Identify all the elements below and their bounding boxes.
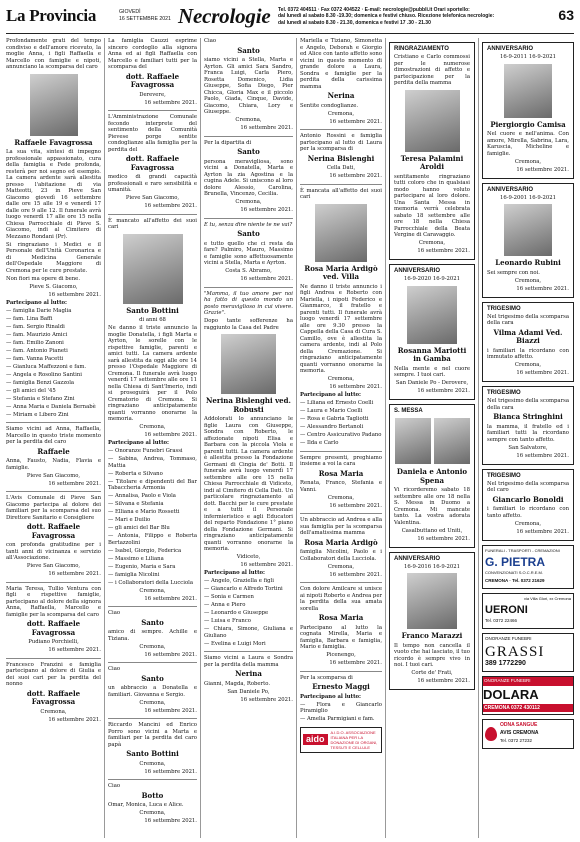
- portrait-photo: [30, 74, 78, 136]
- list-item: — Liliana ed Ernesto Coelli: [300, 400, 374, 406]
- notice-body: La sua vita, sintesi di impegno professionale appassionato, cura della famiglia e Fede profonda, resterà per noi segno ed esempio. La camera ardente sarà allestita presso l'abitazione di via Matteotti, 23 in Pieve San Giacomo giovedì 16 settembre dalle ore 15 alle 19 e venerdì 17 dalle ore 9 alle 12. Il funerale avrà luogo venerdì 17 alle ore 15 nella Chiesa Parrocchiale di Pieve S. Giacomo, indi al Cimitero di Mezzano Rondani (Pr).: [6, 149, 101, 240]
- list-item: — Evelina e Luigi Mori: [204, 640, 266, 647]
- trigesimo-notice: TRIGESIMO Nel trigesimo della scomparsa della cara Bianca Stringhini la mamma, il fratello ed i familiari tutti la ricordano sempre con tanto affetto. San Salvatore, 16 settembre 2021.: [482, 386, 574, 465]
- list-item: — Alessandro Bertanoli: [300, 424, 364, 430]
- notice-thanks: Si ringraziano i Medici e il Personale dell'Unità Coronarica e di Medicina Generale dell'Ospedale Maggiore di Cremona per le cure prestate.: [6, 241, 101, 274]
- participants-list: [300, 400, 382, 447]
- portrait-photo: [315, 204, 367, 262]
- deceased-name: Rosa Maria Ardigò ved. Villa: [304, 263, 378, 281]
- deceased-name: Nerina Bislenghi ved. Robusti: [206, 396, 291, 414]
- list-item: — Laura e Mario Coelli: [300, 408, 363, 414]
- participants-list: [6, 308, 101, 419]
- list-item: — fam. Vanna Pacetti: [6, 355, 64, 362]
- portrait-photo: [123, 234, 183, 304]
- portrait-photo: [504, 64, 552, 118]
- page-header: [6, 4, 574, 34]
- list-item: — Elliana e Mario Rossetti: [108, 509, 180, 515]
- list-item: — famiglia Benzi Gazzola: [6, 379, 75, 386]
- list-item: — famiglia Nicolini: [108, 571, 160, 578]
- ueroni-ad: via Villa Glori, xx Cremona UERONI Tel. 0372 22466: [482, 593, 574, 629]
- dolara-ad: ONORANZE FUNEBRI DOLARA CREMONA 0372 430112: [482, 676, 574, 715]
- list-item: — Rosa e Gabria Tagliotti: [300, 416, 369, 422]
- notice-intro: Profondamente grati del tempo condiviso e dell'amore ricevuto, la moglie Anna, i figli Raffaella e Marcello con famiglie e nipoti, annunciano la scomparsa del caro: [6, 38, 101, 70]
- list-item: — Angelo, Graziella e figli: [204, 578, 274, 584]
- portrait-photo: [407, 286, 457, 344]
- column-3: Ciao Santo siamo vicini a Stella, Marta e Ayrton. Gli amici Sara Sandro, Franca Luigi, Carla Piero, Rosetta Domenico, Lidia Giuseppe, Sofia Diego, Pier Chicca, Gloria Max e il piccolo Paolo, Giada, Cinque, Davide, Giacomo, Chiara, Lory e Giuseppe. Cremona, 16 settembre 2021. Per la dipartita di Santo persona meravigliosa, sono vicini a Donatella, Marta e Ayrton la zia Agostina e la cugina Adele. Si uniscono al loro dolore Alessio, Carolina, Brunella, Vincenzo, Cecilia. Cremona, 16 settembre 2021. E tu, senza dire niente te ne vai? Santo e tutto quello che ci resta da fare? Palmiro, Mauro, Massimo e famiglie sono affettuosamente vicini a Stella, Marta e Ayrton. Costa S. Abramo, 16 settembre 2021. "Mamma, il tuo amore per noi ha fatto di questo mondo un posto meraviglioso in cui vivere. Grazie". Dopo tante sofferenze ha raggiunto la Casa del Padre Nerina Bislenghi ved. Robusti Addolorati lo annunciano le figlie Laura con Giuseppe, Sondra con Roberto, le affezionate nipoti Elisa e Barbara con la piccola Viola e parenti tutti. La camera ardente è allestita presso la Fondazione Germani di Cingia de' Botti. Il funerale avrà luogo venerdì 17 settembre alle ore 15 nella Chiesa Parrocchiale di Vidiceto, indi al Cimitero di Cella Dati. Un particolare ringraziamento al dott. Bacchi per le cure prestate e a tutti il Personale infermieristico e agli Educatori del reparto Fondazione 1° piano della Fondazione Germani. Si ringraziano anticipatamente quanti vorranno onorarne la memoria. Vidiceto, 16 settembre 2021. Partecipano al lutto: — Angelo, Graziella e figli — Giancarlo e Alfredo Tortini — Sonia e Carmen — Anna e Piero — Leonardo e Giuseppe — Luisa e Franco — Chiara, Simone, Giuliana e Giuliano — Evelina e Luigi Mori Siamo vicini a Laura e Sondra per la perdita della mamma Nerina Gianni, Magda, Roberto. San Daniele Po, 16 settembre 2021.: [204, 38, 293, 703]
- list-item: — fam. Maurizio Amici: [6, 331, 68, 338]
- column-2: La famiglia Cauzzi esprime sincero cordoglio alla signora Anna ed ai figli Raffaella con Marcello e familiari tutti per la scomparsa del dott. Raffaele Favagrossa Derevere, 16 settembre 2021. L'Amministrazione Comunale fecondo interprete del sentimento della Comunità Pievese porge sentite condoglianze alla famiglia per la perdita del dott. Raffaele Favagrossa medico di grandi capacità professionali e raro sensibilità e umanità. Pieve San Giacomo, 16 settembre 2021. È mancato all'affetto dei suoi cari Santo Bottini di anni 68 Ne danno il triste annuncio la moglie Donatella, i figli Marta e Ayrton, le sorelle con le rispettive famiglie, parenti e amici tutti. La camera ardente sarà allestita da oggi alle ore 14 presso l'Ospedale Maggiore di Cremona. Il funerale avrà luogo venerdì 17 settembre alle ore 11 nella Chiesa di Sant'Imerio, indi si proseguirà per il Polo Crematorio di Cremona. Si ringraziano anticipatamente quanti vorranno onorarne la memoria. Cremona, 16 settembre 2021. Partecipano al lutto: — Onoranze Funebri Grassi — Sabina, Andrea, Tommaso, Mattia — Roberta e Silvano — Titolare e dipendenti del Bar Tabaccheria Armonia — Annalisa, Paolo e Viola — Silvana e Stefania — Elliana e Mario Rossetti — Mari e Duilio — gli amici del Bar Blu — Antonia, Filippo e Roberta Bertazzolini — Isabel, Giorgio, Federica — Massimo e Liliana — Eugenio, Maria e Sara — famiglia Nicolini — i Collaboratori della Lucciola Cremona, 16 settembre 2021. Ciao Santo amico di sempre. Achille e Tiziana. Cremona, 16 settembre 2021. Ciao Santo un abbraccio a Donatella e familiari. Giovanna e Sergio. Cremona, 16 settembre 2021. Riccardo Mancini ed Enrico Porro sono vicini a Marta e familiari per la perdita del caro papà Santo Bottini Cremona, 16 settembre 2021. Ciao Botto Omar, Monica, Luca e Alice. Cremona, 16 settembre 2021.: [108, 38, 197, 824]
- aido-ad: aido A.I.D.O. ASSOCIAZIONE ITALIANA PER LA DONAZIONE DI ORGANI, TESSUTI E CELLULE: [300, 727, 382, 753]
- mass-notice: S. MESSA Daniela e Antonio Spena Vi ricorderemo sabato 18 settembre alle ore 18 nella S. Messa in Duomo a Cremona. Mi mancate tanto. La vostra adorata Valentina. Casalbuttano ed Uniti, 16 settembre 2021.: [389, 404, 475, 548]
- list-item: — Antonia, Filippo e Roberta Bertazzolini: [108, 533, 197, 546]
- list-item: — Luisa e Franco: [204, 618, 251, 624]
- list-item: — Flora e Giancarlo Piramiglio: [300, 701, 382, 714]
- pietra-ad: FUNERALI - TRASPORTI - CREMAZIONI G. PIETRA CONVENZIONATI S.O.C.R.E.M. CREMONA · Tel. 0372 21629: [482, 545, 574, 590]
- list-item: — Roberta e Silvano: [108, 470, 163, 477]
- deceased-name: Raffaele Favagrossa: [14, 137, 93, 147]
- list-item: — Miriam e Libero Zini: [6, 411, 69, 418]
- list-item: — i Collaboratori della Lucciola: [108, 579, 193, 586]
- portrait-photo: [405, 90, 460, 152]
- list-item: — Annalisa, Paolo e Viola: [108, 493, 176, 499]
- list-item: — Gianluca Maffezzoni e fam.: [6, 363, 87, 370]
- deceased-name: Santo Bottini: [126, 305, 179, 315]
- anniversary-notice: ANNIVERSARIO 16-9-2001 16-9-2021 Leonardo Rubini Sei sempre con noi. Cremona, 16 settembre 2021.: [482, 183, 574, 298]
- grassi-ad: ONORANZE FUNEBRI GRASSI 389 1772290: [482, 633, 574, 673]
- list-item: — fam. Lina Baffi: [6, 315, 53, 322]
- portrait-photo: [504, 204, 552, 256]
- list-item: — gli amici del '45: [6, 387, 56, 394]
- portrait-photo: [434, 418, 470, 464]
- participants-list: [204, 578, 293, 647]
- portrait-photo: [395, 418, 431, 464]
- list-item: — gli amici del Bar Blu: [108, 525, 170, 531]
- newspaper-logo: La Provincia: [6, 6, 97, 25]
- list-item: — Onoranze Funebri Grassi: [108, 448, 183, 454]
- list-item: — Silvana e Stefania: [108, 501, 164, 507]
- contact-info: Tel. 0372 404511 · Fax 0372 404522 · E-mail: necrologie@pubbli.it Orari sportello: dal lunedì al sabato 8.30 -19.30; domenica e festivi chiuso. Ricezione telefonica necrologie: dal lunedì al sabato 8.30 - 21.30, domenica e festivi 17 .30 - 21.30: [278, 7, 495, 26]
- list-item: — Chiara, Simone, Giuliana e Giuliano: [204, 626, 293, 639]
- list-item: — Sabina, Andrea, Tommaso, Mattia: [108, 456, 197, 469]
- list-item: — Giancarlo e Alfredo Tortini: [204, 586, 283, 592]
- column-1: Profondamente grati del tempo condiviso e dell'amore ricevuto, la moglie Anna, i figli Raffaella e Marcello con famiglie e nipoti, annunciano la scomparsa del caro Raffaele Favagrossa La sua vita, sintesi di impegno professionale appassionato, cura della famiglia e Fede profonda, resterà per noi segno ed esempio. La camera ardente sarà allestita presso l'abitazione di via Matteotti, 23 in Pieve San Giacomo giovedì 16 settembre dalle ore 15 alle 19 e venerdì 17 dalle ore 9 alle 12. Il funerale avrà luogo venerdì 17 alle ore 15 nella Chiesa Parrocchiale di Pieve S. Giacomo, indi al Cimitero di Mezzano Rondani (Pr). Si ringraziano i Medici e il Personale dell'Unità Coronarica e di Medicina Generale dell'Ospedale Maggiore di Cremona per le cure prestate. Non fiori ma opere di bene. Pieve S. Giacomo, 16 settembre 2021. Partecipano al lutto: — famiglia Darie Maglia — fam. Lina Baffi — fam. Sergio Rinaldi — fam. Maurizio Amici — fam. Emilio Zanoni — fam. Antonio Pianeti — fam. Vanna Pacetti — Gianluca Maffezzoni e fam. — Angela e Rosolino Santini — famiglia Benzi Gazzola — gli amici del '45 — Stefania e Stefano Zini — Anna Maria e Daniela Bernabè — Miriam e Libero Zini Siamo vicini ad Anna, Raffaella, Marcello in questo triste momento per la perdita del caro Raffaele Anna, Fausto, Nadia, Flavia e famiglie. Pieve San Giacomo, 16 settembre 2021. L'Avis Comunale di Pieve San Giacomo partecipa al dolore dei familiari per la scomparsa del suo Direttore Sanitario e Consigliere dott. Raffaele Favagrossa con profonda gratitudine per i tanti anni di vicinanza e servizio all'Associazione. Pieve San Giacomo, 16 settembre 2021. Maria Teresa, Tullio Ventura con figli e rispettive famiglie, partecipano al dolore della signora Anna, Raffaella, Marcello e famiglie per la scomparsa del caro dott. Raffaele Favagrossa Pudiano Porchielli, 16 settembre 2021. Francesco Franzini e famiglia partecipano al dolore di Giulia e dei suoi cari per la perdita del nonno dott. Raffaele Favagrossa Cremona, 16 settembre 2021.: [6, 38, 101, 723]
- list-item: — Ilda e Carlo: [300, 440, 339, 446]
- list-item: — Sonia e Carmen: [204, 594, 254, 600]
- trigesimo-notice: TRIGESIMO Nel trigesimo della scomparsa del caro Giancarlo Bonoldi i familiari lo ricordano con tanto affetto. Cremona, 16 settembre 2021.: [482, 469, 574, 541]
- notice-flowers: Non fiori ma opere di bene.: [6, 275, 81, 282]
- list-item: — Leonardo e Giuseppe: [204, 610, 269, 616]
- column-6: [482, 38, 574, 838]
- list-item: — Massimo e Liliana: [108, 555, 164, 562]
- anniversary-notice: ANNIVERSARIO 16-9-2020 16-9-2021 Rosanna Mariotti in Gamba Nella mente e nel cuore sempre. I tuoi cari. San Daniele Po - Derovere, 16 settembre 2021.: [389, 264, 475, 400]
- trigesimo-notice: TRIGESIMO Nel trigesimo della scomparsa della cara Vilma Adami Ved. Biazzi i familiari la ricordano con immutato affetto. Cremona, 16 settembre 2021.: [482, 302, 574, 383]
- list-item: — Centro Assicurativo Padano: [300, 432, 382, 438]
- list-item: — Isabel, Giorgio, Federica: [108, 547, 182, 554]
- thanks-notice: RINGRAZIAMENTO Cristiano e Carlo commossi per le numerose dimostrazioni di affetto e partecipazione per la perdita della mamma Teresa Palamini Aroldi sentitamente ringraziano tutti coloro che in qualsiasi modo hanno voluto partecipare al loro dolore. Una Santa Messa in memoria verrà celebrata sabato 18 settembre alle ore 18 nella Chiesa Parrocchiale della Beata Vergine di Caravaggio. Cremona, 16 settembre 2021.: [389, 42, 475, 260]
- list-item: — Titolare e dipendenti del Bar Tabaccheria Armonia: [108, 478, 197, 491]
- list-item: — Anna Maria e Daniela Bernabè: [6, 403, 96, 410]
- list-item: — Stefania e Stefano Zini: [6, 395, 75, 402]
- page-number: 63: [558, 7, 574, 23]
- list-item: — Angela e Rosolino Santini: [6, 371, 82, 378]
- aido-logo: aido: [303, 734, 328, 745]
- section-title: Necrologie: [178, 4, 271, 28]
- column-4: Mariella e Tiziano, Simonetta e Angelo, Deborah e Giorgio ed Alice con tanto affetto sono vicini in questo momento di grande dolore a Laura, Sondra e famiglie per la perdita della carissima mamma Nerina Sentite condoglianze. Cremona, 16 settembre 2021. Antonio Rossini e famiglia partecipano al lutto di Laura per la scomparsa di Nerina Bislenghi Cella Dati, 16 settembre 2021. È mancata all'affetto dei suoi cari Rosa Maria Ardigò ved. Villa Ne danno il triste annuncio i figli Andrea e Roberto con Mariella, i nipoti Federico e Gianmarco, il fratello e parenti tutti. Il funerale avrà luogo venerdì 17 settembre alle ore 9.30 presso la Cappella della Casa di Cura S. Camillo, ove è allestita la camera ardente, indi al Polo della Cremazione. Si ringraziano anticipatamente quanti vorranno onorarne la memoria. Cremona, 16 settembre 2021. Partecipano al lutto: — Liliana ed Ernesto Coelli — Laura e Mario Coelli — Rosa e Gabria Tagliotti — Alessandro Bertanoli — Centro Assicurativo Padano — Ilda e Carlo Sempre presenti, preghiamo insieme a voi la cara Rosa Maria Renata, Franco, Stefania e Vanni. Cremona, 16 settembre 2021. Un abbraccio ad Andrea e alla sua famiglia per la scomparsa dell'amatissima mamma Rosa Maria Ardigò famiglia Nicolini, Paolo e i Collaboratori della Lucciola. Cremona, 16 settembre 2021. Con dolore Amilcare si unisce ai nipoti Roberto e Andrea per la perdita della sua amata sorella Rosa Maria Partecipano al lutto la cognata Mirella, Maria e famiglia, Barbara e famiglia, Mario e famiglia. Picenengo, 16 settembre 2021. Per la scomparsa di Ernesto Maggi Partecipano al lutto: — Flora e Giancarlo Piramiglio — Amelia Parmigiani e fam. aido A.I.D.O. ASSOCIAZIONE ITALIANA PER LA DONAZIONE DI ORGANI, TESSUTI E CELLULE: [300, 38, 382, 838]
- list-item: — fam. Antonio Pianeti: [6, 347, 68, 354]
- list-item: — famiglia Darie Maglia: [6, 307, 72, 314]
- anniversary-notice: ANNIVERSARIO 16-9-2011 16-9-2021 Piergiorgio Camisa Nel cuore e nell'anima. Con amore, Mirella, Sabrina, Lara, Karuscia, Micheline e famiglie. Cremona, 16 settembre 2021.: [482, 42, 574, 179]
- list-item: — Eugenio, Maria e Sara: [108, 563, 176, 570]
- participants-list: [108, 448, 197, 586]
- portrait-photo: [407, 573, 457, 629]
- avis-ad: ODNA SANGUE AVIS CREMONA Tel. 0372 27232: [482, 719, 574, 749]
- list-item: — Amelia Parmigiani e fam.: [300, 716, 375, 722]
- portrait-photo: [221, 334, 276, 394]
- list-item: — Mari e Duilio: [108, 517, 151, 523]
- column-5: [389, 38, 475, 838]
- anniversary-notice: ANNIVERSARIO 16-9-2016 16-9-2021 Franco Marazzi Il tempo non cancella il vuoto che hai lasciato, il tuo ricordo è sempre vivo in noi. I tuoi cari. Corte de' Frati, 16 settembre 2021.: [389, 552, 475, 691]
- list-item: — fam. Emilio Zanoni: [6, 339, 64, 346]
- list-item: — fam. Sergio Rinaldi: [6, 323, 65, 330]
- list-item: — Anna e Piero: [204, 602, 246, 608]
- blood-drop-icon: [485, 727, 497, 741]
- issue-date: GIOVEDÌ 16 SETTEMBRE 2021: [119, 9, 171, 22]
